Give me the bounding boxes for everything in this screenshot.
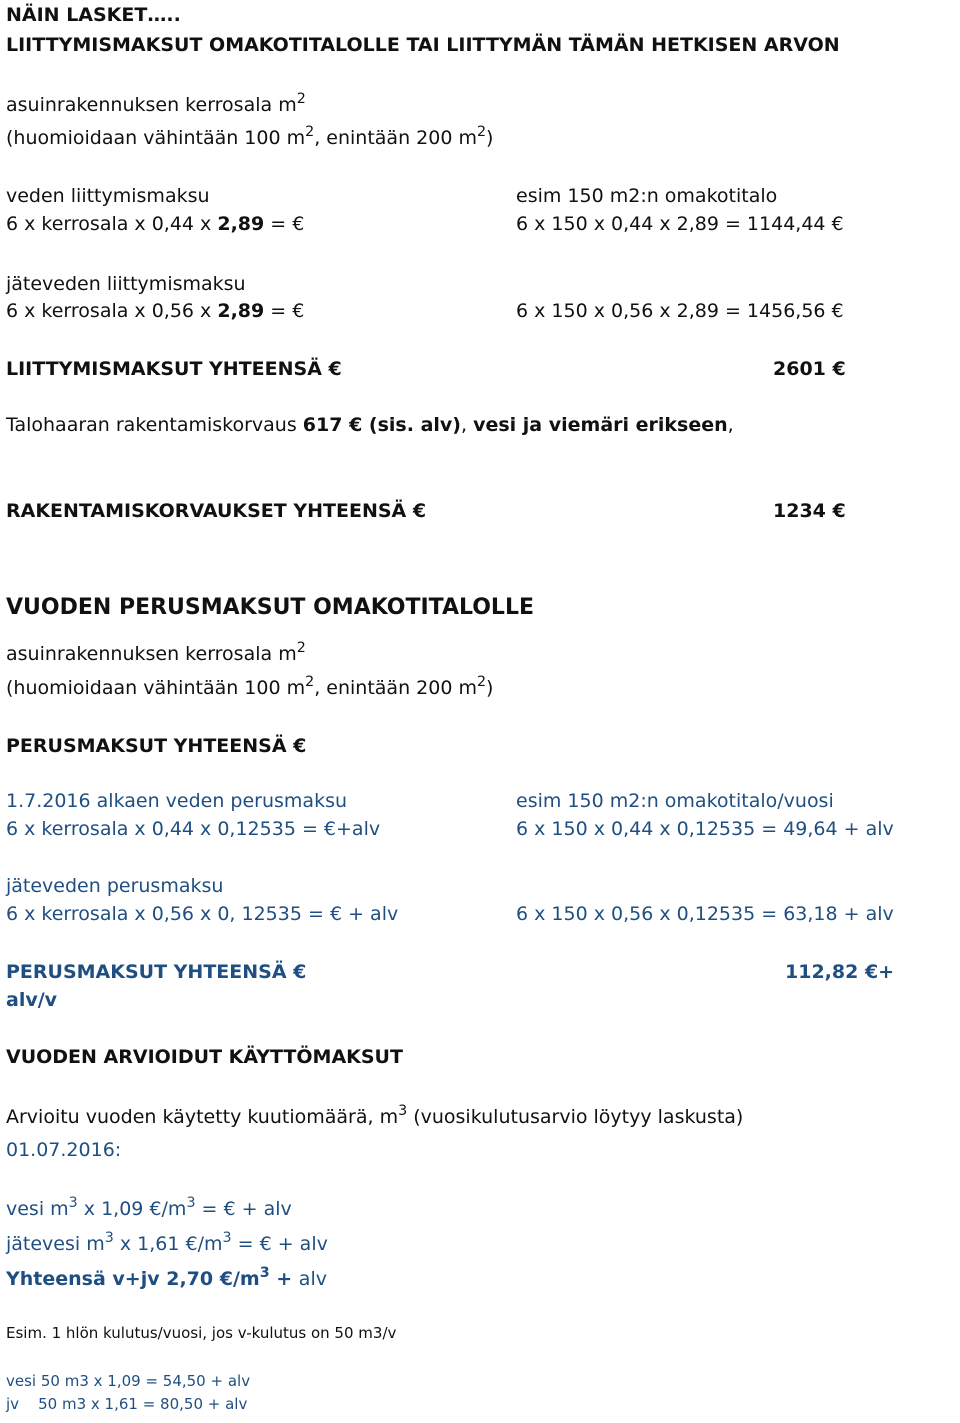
euro-icon: € xyxy=(323,818,337,840)
usage-sewer-line: jätevesi $m^3$ x 1,61 $€/m^3$ = € + alv xyxy=(6,1230,328,1255)
basic-fees-heading: VUODEN PERUSMAKSUT OMAKOTITALOLLE xyxy=(6,595,534,620)
euro-icon: € xyxy=(259,1233,272,1255)
usage-water-line: vesi $m^3$ x 1,09 $€/m^3$ = € + alv xyxy=(6,1195,292,1220)
water-fee-example-label: esim 150 m2:n omakotitalo xyxy=(516,185,778,207)
construction-total-label: RAKENTAMISKORVAUKSET YHTEENSÄ € xyxy=(6,500,427,522)
basic-sewer-formula: 6 x kerrosala x 0,56 x 0, 12535 = € + alv xyxy=(6,903,399,925)
construction-total-value: 1234 € xyxy=(773,500,846,522)
basic-example-label: esim 150 m2:n omakotitalo/vuosi xyxy=(516,790,834,812)
basic-total2-label: PERUSMAKSUT YHTEENSÄ € xyxy=(6,961,307,983)
usage-example-note: Esim. 1 hlön kulutus/vuosi, jos v-kulutus on 50 m3/v xyxy=(6,1324,397,1342)
euro-icon: € xyxy=(831,300,844,322)
usage-fees-heading: VUODEN ARVIOIDUT KÄYTTÖMAKSUT xyxy=(6,1046,403,1068)
euro-icon: € xyxy=(864,961,879,983)
basic-area-label: asuinrakennuksen kerrosala $m^2$ xyxy=(6,640,306,665)
basic-water-formula: 6 x kerrosala x 0,44 x 0,12535 = €+alv xyxy=(6,818,381,840)
euro-icon: € xyxy=(293,961,307,983)
basic-area-note: (huomioidaan vähintään 100 $m^2$, enintään 200 $m^2$) xyxy=(6,674,494,699)
usage-estimate: Arvioitu vuoden käytetty kuutiomäärä, $m^3$ (vuosikulutusarvio löytyy laskusta) xyxy=(6,1103,744,1128)
euro-icon: € xyxy=(185,1233,198,1255)
basic-total2-value: 112,82 €+ xyxy=(785,961,895,983)
euro-icon: € xyxy=(328,358,342,380)
euro-icon: € xyxy=(412,500,427,522)
euro-icon: € xyxy=(293,735,307,757)
basic-sewer-example: 6 x 150 x 0,56 x 0,12535 = 63,18 + alv xyxy=(516,903,894,925)
euro-icon: € xyxy=(219,1268,233,1290)
connection-total-label: LIITTYMISMAKSUT YHTEENSÄ € xyxy=(6,358,342,380)
basic-water-label: 1.7.2016 alkaen veden perusmaksu xyxy=(6,790,348,812)
sewer-fee-label: jäteveden liittymismaksu xyxy=(6,273,246,295)
euro-icon: € xyxy=(292,213,305,235)
euro-icon: € xyxy=(832,500,846,522)
document-heading: NÄIN LASKET….. xyxy=(6,4,181,26)
basic-total2-unit: alv/v xyxy=(6,989,58,1011)
sewer-fee-example: 6 x 150 x 0,56 x 2,89 = 1456,56 € xyxy=(516,300,844,322)
usage-total-line: Yhteensä v+jv 2,70 $€/m^3$ + alv xyxy=(6,1265,327,1290)
sewer-fee-formula: 6 x kerrosala x 0,56 x 2,89 = € xyxy=(6,300,305,322)
floor-area-note: (huomioidaan vähintään 100 $m^2$, enintään 200 $m^2$) xyxy=(6,124,494,149)
basic-water-example: 6 x 150 x 0,44 x 0,12535 = 49,64 + alv xyxy=(516,818,894,840)
usage-example-sewer: jv 50 m3 x 1,61 = 80,50 + alv xyxy=(6,1395,248,1413)
basic-sewer-label: jäteveden perusmaksu xyxy=(6,875,224,897)
usage-date: 01.07.2016: xyxy=(6,1139,122,1161)
euro-icon: € xyxy=(831,213,844,235)
euro-icon: € xyxy=(349,414,363,436)
branch-line-compensation: Talohaaran rakentamiskorvaus 617 € (sis. alv), vesi ja viemäri erikseen, xyxy=(6,414,734,436)
floor-area-label: asuinrakennuksen kerrosala $m^2$ xyxy=(6,91,306,116)
euro-icon: € xyxy=(149,1198,162,1220)
water-fee-label: veden liittymismaksu xyxy=(6,185,210,207)
euro-icon: € xyxy=(329,903,343,925)
water-fee-example: 6 x 150 x 0,44 x 2,89 = 1144,44 € xyxy=(516,213,844,235)
water-fee-formula: 6 x kerrosala x 0,44 x 2,89 = € xyxy=(6,213,305,235)
euro-icon: € xyxy=(832,358,846,380)
usage-example-water: vesi 50 m3 x 1,09 = 54,50 + alv xyxy=(6,1372,251,1390)
connection-total-value: 2601 € xyxy=(773,358,846,380)
connection-fees-heading: LIITTYMISMAKSUT OMAKOTITALOLLE TAI LIITTYMÄN TÄMÄN HETKISEN ARVON xyxy=(6,34,840,56)
basic-total-label: PERUSMAKSUT YHTEENSÄ € xyxy=(6,735,307,757)
euro-icon: € xyxy=(223,1198,236,1220)
euro-icon: € xyxy=(292,300,305,322)
